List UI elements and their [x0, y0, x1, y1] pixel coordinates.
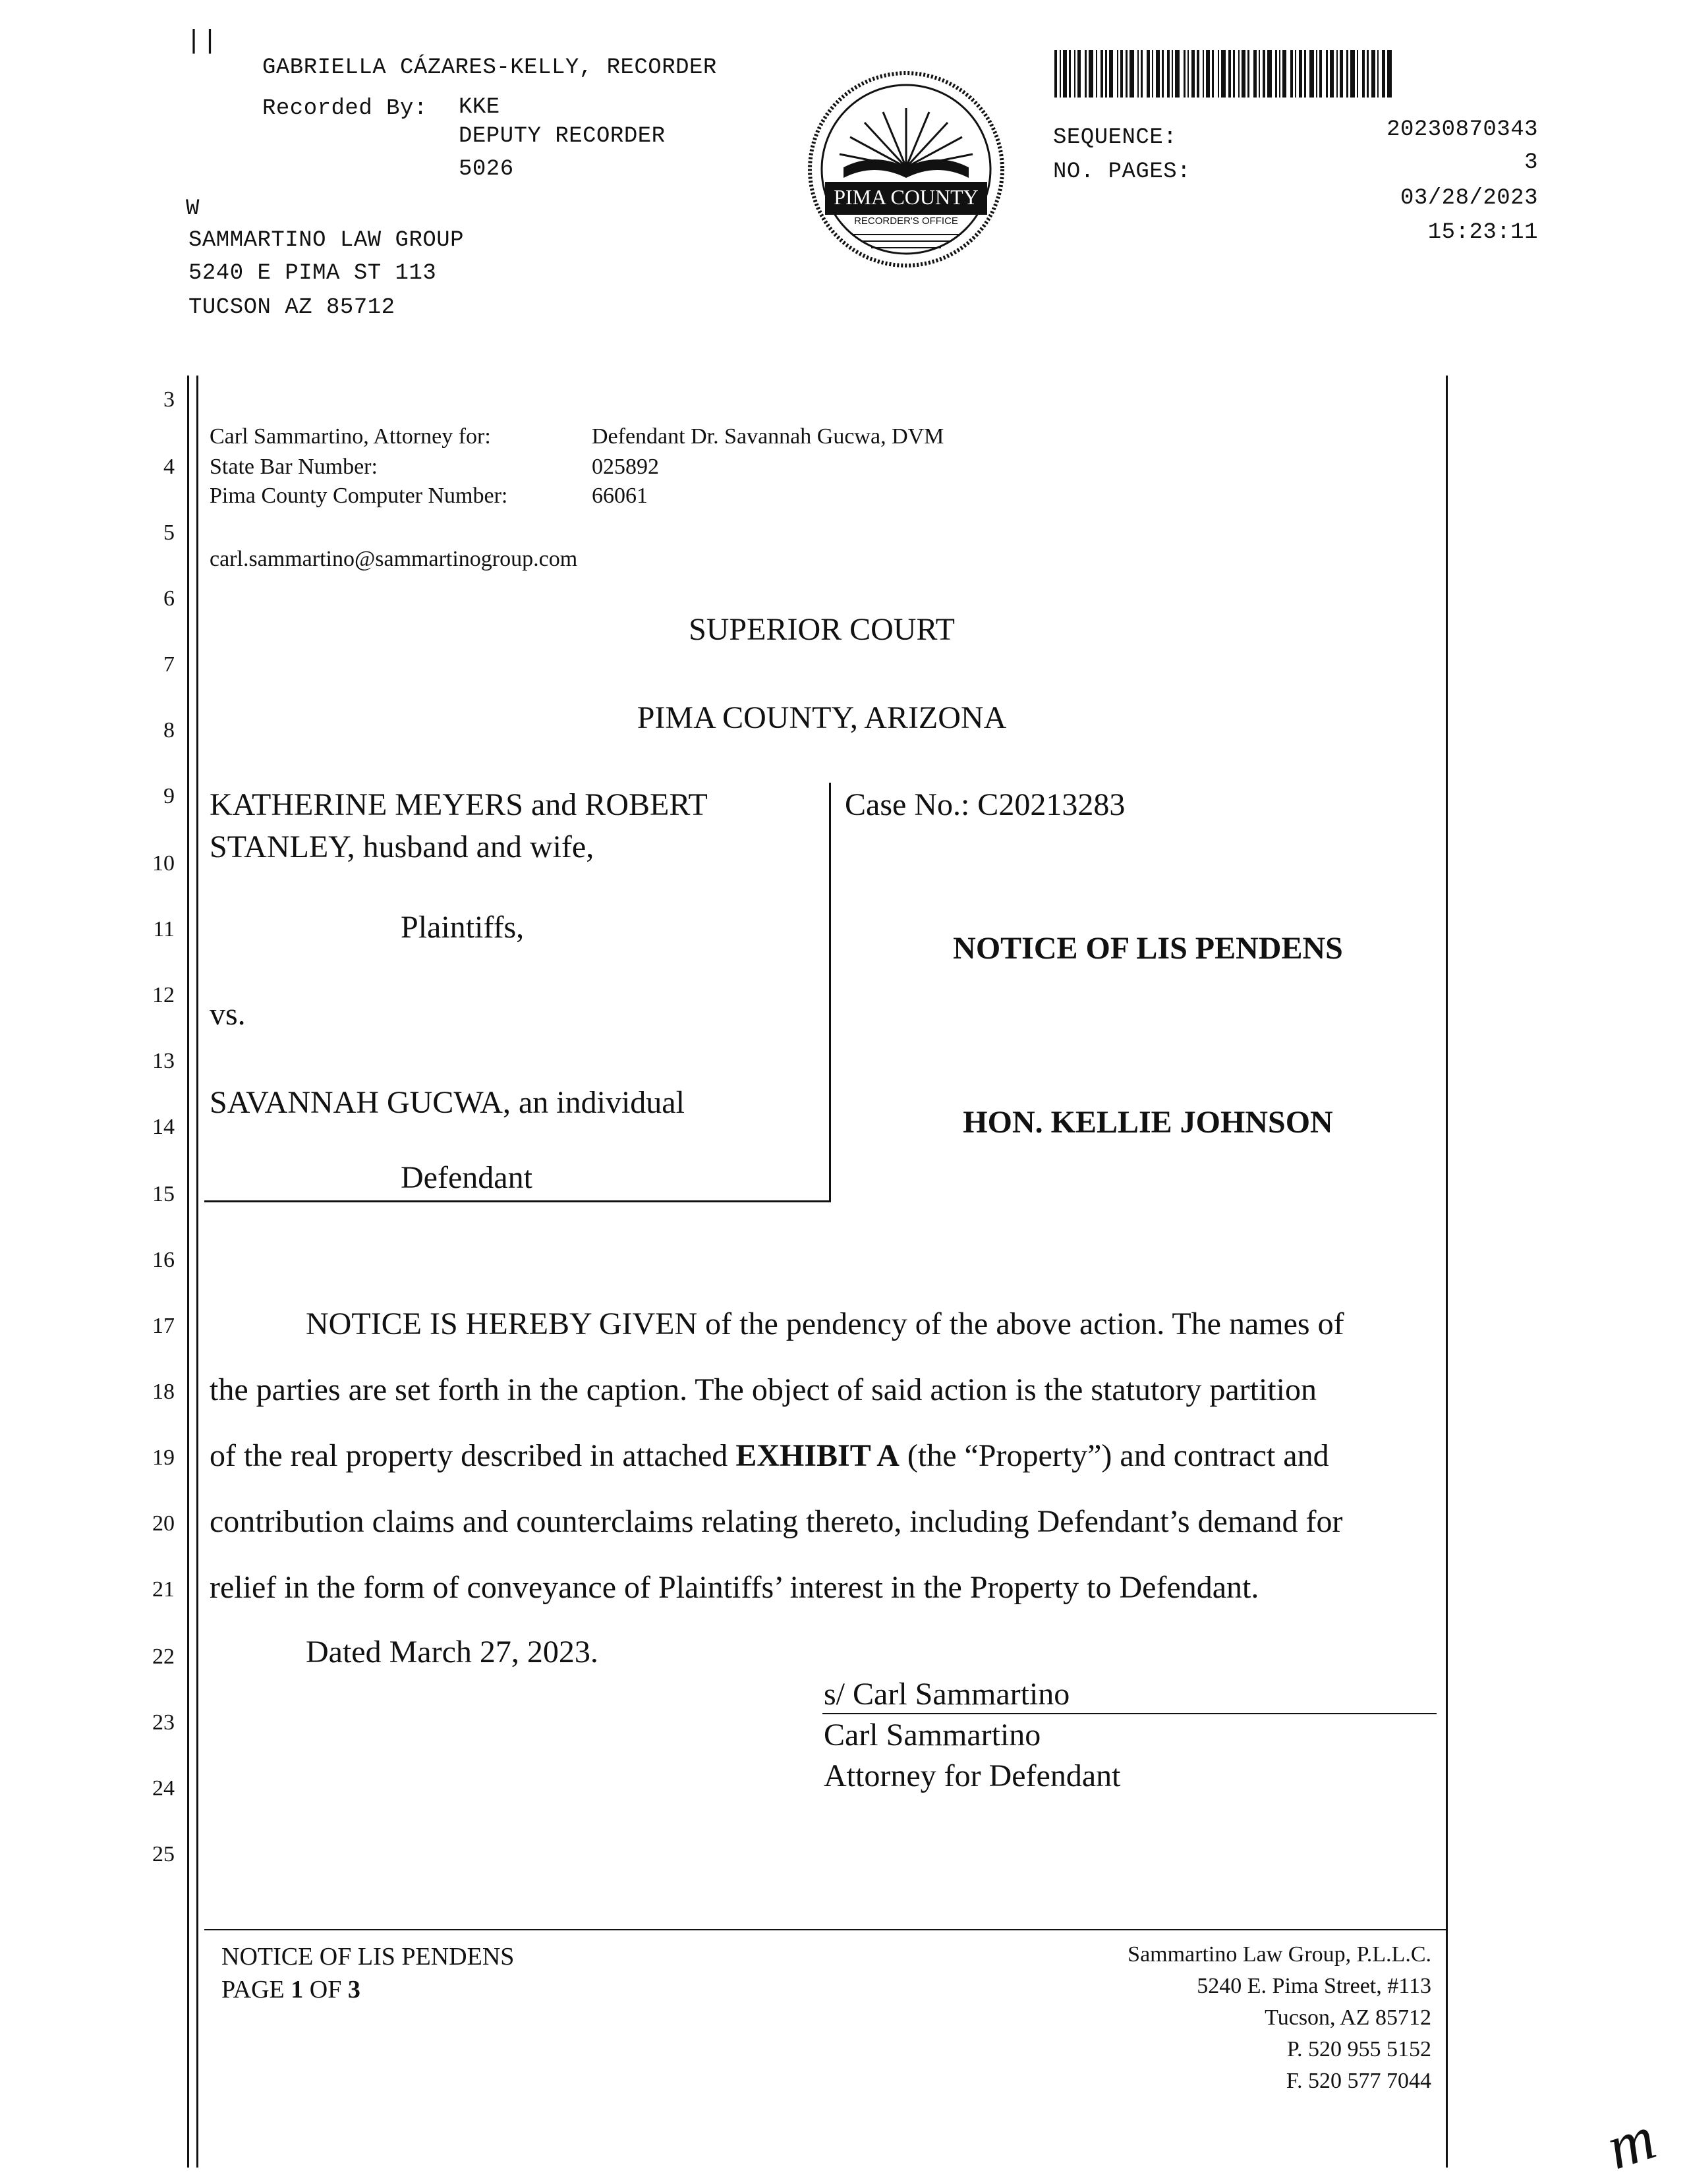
caption-divider	[829, 783, 831, 1202]
body-line-3-post: (the “Property”) and contract and	[899, 1438, 1329, 1473]
footer-page-prefix: PAGE	[221, 1976, 291, 2003]
line-number: 22	[152, 1644, 175, 1669]
line-number: 14	[152, 1115, 175, 1139]
signer-title: Attorney for Defendant	[824, 1758, 1121, 1793]
line-number: 6	[163, 586, 175, 611]
footer-fax: F. 520 577 7044	[1286, 2069, 1431, 2093]
line-number: 7	[163, 652, 175, 677]
footer-rule	[204, 1929, 1446, 1930]
defendant-role: Defendant	[401, 1160, 532, 1195]
footer-phone: P. 520 955 5152	[1286, 2037, 1431, 2061]
plaintiffs-role: Plaintiffs,	[401, 910, 525, 945]
line-number: 19	[152, 1445, 175, 1470]
plaintiffs-line-2: STANLEY, husband and wife,	[210, 829, 594, 864]
signer-name: Carl Sammartino	[824, 1718, 1041, 1752]
sequence-label: SEQUENCE:	[1053, 125, 1178, 150]
return-code: W	[186, 196, 200, 221]
attorney-name-value: Defendant Dr. Savannah Gucwa, DVM	[592, 424, 944, 449]
dated-line: Dated March 27, 2023.	[306, 1635, 598, 1669]
footer-doc-title: NOTICE OF LIS PENDENS	[221, 1943, 515, 1971]
line-number: 4	[163, 455, 175, 479]
margin-rule-right	[1446, 376, 1448, 2168]
line-number: 10	[152, 851, 175, 876]
record-time: 15:23:11	[1427, 220, 1538, 245]
computer-number-label: Pima County Computer Number:	[210, 484, 508, 508]
line-number: 18	[152, 1380, 175, 1404]
recorded-by-value: KKE	[459, 95, 500, 120]
attorney-name-label: Carl Sammartino, Attorney for:	[210, 424, 491, 449]
line-number: 23	[152, 1710, 175, 1735]
record-date: 03/28/2023	[1400, 186, 1538, 211]
body-line-3-pre: of the real property described in attached	[210, 1438, 736, 1473]
court-name: SUPERIOR COURT	[689, 612, 955, 647]
pages-value: 3	[1524, 150, 1538, 175]
recorder-name: GABRIELLA CÁZARES-KELLY, RECORDER	[262, 55, 717, 80]
line-number: 16	[152, 1248, 175, 1272]
margin-mark: ||	[186, 27, 219, 57]
body-line-3	[210, 1438, 1329, 1474]
barcode	[1054, 50, 1502, 98]
line-number: 9	[163, 784, 175, 808]
body-line-4: contribution claims and counterclaims relating thereto, including Defendant’s demand for	[210, 1504, 1343, 1539]
computer-number-value: 66061	[592, 484, 648, 508]
defendant-name: SAVANNAH GUCWA, an individual	[210, 1085, 685, 1120]
body-line-1: NOTICE IS HEREBY GIVEN of the pendency of the above action. The names of	[306, 1306, 1344, 1341]
line-number: 20	[152, 1511, 175, 1536]
sequence-value: 20230870343	[1387, 117, 1538, 142]
document-title: NOTICE OF LIS PENDENS	[953, 931, 1343, 966]
signature-line	[822, 1713, 1437, 1714]
body-line-2: the parties are set forth in the caption. The object of said action is the statutory partition	[210, 1372, 1317, 1407]
exhibit-reference: EXHIBIT A	[735, 1438, 900, 1473]
footer-page-total: 3	[347, 1976, 360, 2003]
line-number: 15	[152, 1182, 175, 1206]
line-number: 21	[152, 1577, 175, 1602]
line-number: 17	[152, 1314, 175, 1338]
deputy-number: 5026	[459, 157, 514, 182]
seal-subtext: RECORDER'S OFFICE	[854, 215, 958, 227]
footer-page-current: 1	[291, 1976, 304, 2003]
bar-number-value: 025892	[592, 455, 659, 479]
pages-label: NO. PAGES:	[1053, 159, 1191, 184]
line-number: 12	[152, 983, 175, 1007]
caption-underline	[204, 1200, 831, 1202]
line-number: 24	[152, 1776, 175, 1801]
line-number: 8	[163, 718, 175, 742]
handwritten-initials: m	[1598, 2101, 1664, 2183]
seal-text: PIMA COUNTY	[834, 185, 979, 209]
line-number: 13	[152, 1049, 175, 1073]
line-number: 3	[163, 387, 175, 412]
court-county: PIMA COUNTY, ARIZONA	[637, 700, 1007, 735]
attorney-email: carl.sammartino@sammartinogroup.com	[210, 547, 578, 571]
footer-page-of: OF	[303, 1976, 348, 2003]
footer-street: 5240 E. Pima Street, #113	[1197, 1974, 1431, 1998]
deputy-recorder-label: DEPUTY RECORDER	[459, 124, 666, 149]
line-number: 25	[152, 1842, 175, 1866]
electronic-signature: s/ Carl Sammartino	[824, 1677, 1070, 1712]
line-number: 11	[153, 917, 175, 941]
return-city: TUCSON AZ 85712	[188, 295, 395, 320]
margin-rule-outer	[187, 376, 189, 2168]
return-street: 5240 E PIMA ST 113	[188, 261, 437, 286]
pima-county-seal	[805, 69, 1007, 270]
footer-page-number	[221, 1975, 360, 2004]
recorded-by-label: Recorded By:	[262, 96, 428, 121]
line-number: 5	[163, 520, 175, 545]
body-line-5: relief in the form of conveyance of Plaintiffs’ interest in the Property to Defendant.	[210, 1570, 1259, 1605]
judge-name: HON. KELLIE JOHNSON	[963, 1105, 1333, 1140]
footer-city: Tucson, AZ 85712	[1265, 2005, 1431, 2030]
return-name: SAMMARTINO LAW GROUP	[188, 228, 465, 253]
case-number: Case No.: C20213283	[845, 787, 1126, 822]
plaintiffs-line-1: KATHERINE MEYERS and ROBERT	[210, 787, 708, 822]
footer-firm: Sammartino Law Group, P.L.L.C.	[1128, 1942, 1431, 1967]
bar-number-label: State Bar Number:	[210, 455, 378, 479]
versus: vs.	[210, 997, 246, 1032]
